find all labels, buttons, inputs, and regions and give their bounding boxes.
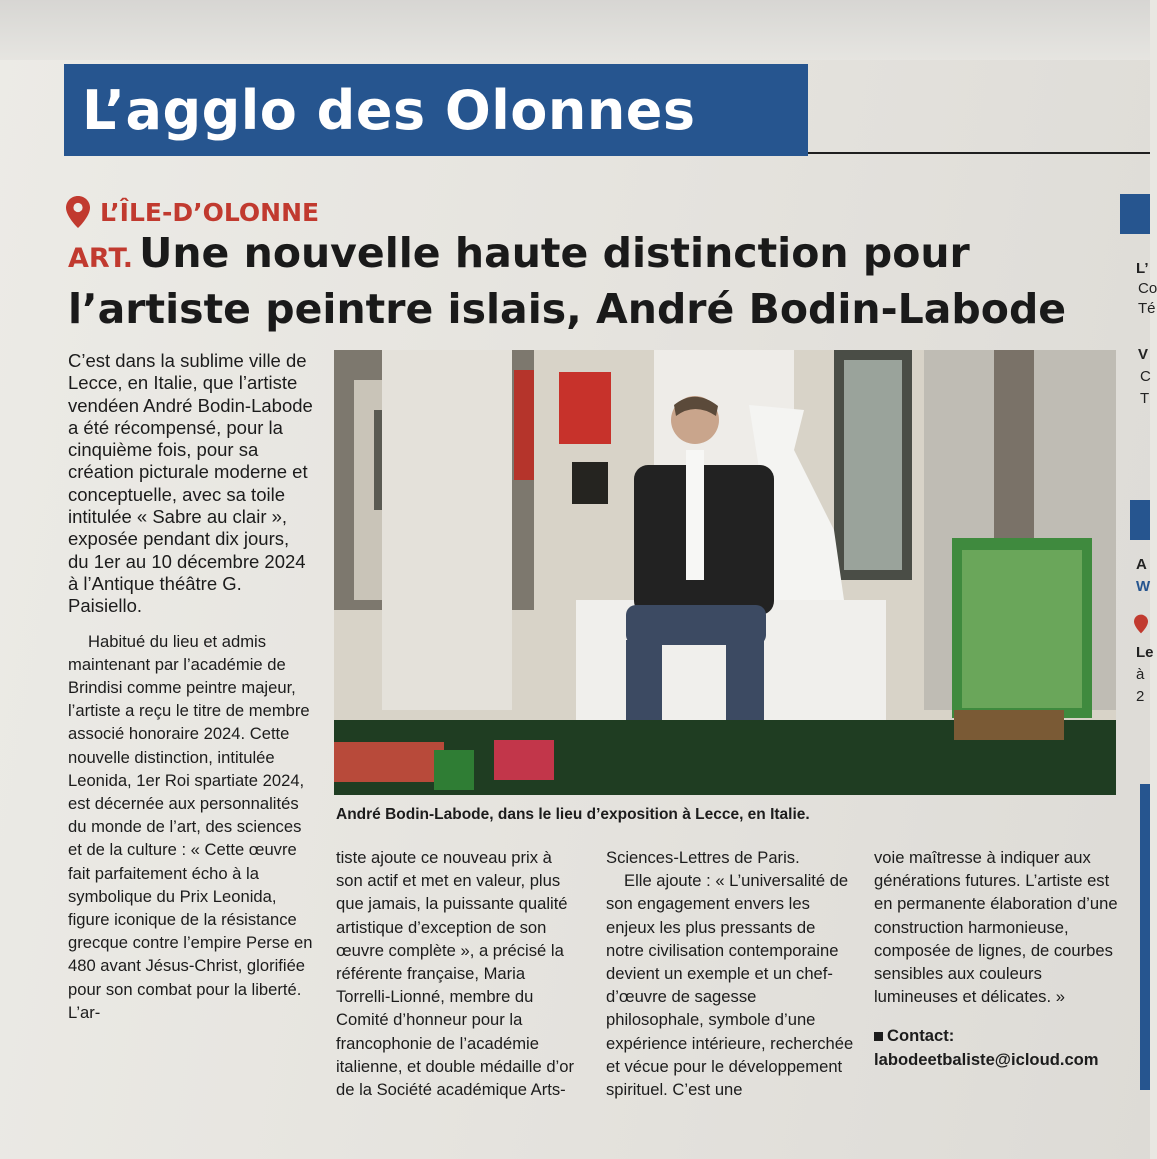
side-text-2: Co <box>1138 280 1157 297</box>
side-text-9: Le <box>1136 644 1154 661</box>
side-text-8: W <box>1136 578 1151 595</box>
side-text-1: L’ <box>1136 260 1149 277</box>
header-rule <box>808 152 1150 154</box>
map-pin-icon <box>66 196 90 228</box>
side-text-11: 2 <box>1136 688 1145 705</box>
section-banner <box>64 64 808 156</box>
headline-kicker: ART. <box>68 243 134 274</box>
side-block-icon <box>1130 500 1150 540</box>
body-paragraph-3: Sciences-Lettres de Paris. <box>606 848 800 867</box>
article-column-4 <box>874 846 1124 1071</box>
location-label: L’ÎLE-D’OLONNE <box>100 197 320 227</box>
side-text-3: Té <box>1138 300 1156 317</box>
side-text-5: C <box>1140 368 1151 385</box>
contact-label-text: Contact: <box>887 1026 955 1046</box>
side-text-10: à <box>1136 666 1145 683</box>
side-bar-accent <box>1140 784 1150 1090</box>
bullet-icon <box>874 1032 883 1041</box>
side-text-4: V <box>1138 346 1149 363</box>
article-column-2 <box>336 846 582 1101</box>
article-headline <box>68 228 1098 334</box>
headline-line-1: Une nouvelle haute distinction pour <box>139 229 970 277</box>
rss-icon <box>1120 194 1150 234</box>
lead-paragraph: C’est dans la sublime ville de Lecce, en Italie, que l’artiste vendéen André Bodin-Labode a été récompensé, pour la cinquième fois, pour sa création picturale moderne et conceptuelle, avec sa toile intitulée « Sabre au clair », exposée pendant dix jours, du 1er au 10 décembre 2024 à l’Antique théâtre G. Paisiello. <box>68 350 313 617</box>
body-paragraph-2: tiste ajoute ce nouveau prix à son actif et met en valeur, plus que jamais, la puissante qualité artistique d’exception de son œuvre complète », a précisé la référente française, Maria Torrelli-Lionné, membre du Comité d’honneur pour la francophonie de l’académie italienne, et double médaille d’or de la Société académique Arts- <box>336 848 575 1100</box>
map-pin-icon <box>1134 614 1148 634</box>
side-text-7: A <box>1136 556 1147 573</box>
contact-email: labodeetbaliste@icloud.com <box>874 1049 1099 1069</box>
body-paragraph-4: Elle ajoute : « L’universalité de son engagement envers les enjeux les plus pressants de notre civilisation contemporaine devient un exemple et un chef-d’œuvre de sagesse philosophale, symbole d’une expérience intérieure, recherchée et vécue pour le développement spirituel. C’est une <box>606 871 854 1100</box>
body-paragraph-5: voie maîtresse à indiquer aux générations futures. L’artiste est en permanente élaboration d’une construction harmonieuse, composée de lignes, de courbes sensibles aux couleurs lumineuses et délicates. » <box>874 848 1118 1007</box>
side-text-6: T <box>1140 390 1150 407</box>
body-paragraph-1: Habitué du lieu et admis maintenant par l’académie de Brindisi comme peintre majeur, l’artiste a reçu le titre de membre associé honoraire 2024. Cette nouvelle distinction, intitulée Leonida, 1er Roi spartiate 2024, est décernée aux personnalités du monde de l’art, des sciences et de la culture : « Cette œuvre fait parfaitement écho à la symbolique du Prix Leonida, figure iconique de la résistance grecque contre l’empire Perse en 480 avant Jésus-Christ, glorifiée pour son combat pour la liberté. L’ar- <box>68 631 313 1022</box>
adjacent-column <box>1118 190 1157 1090</box>
article-column-3 <box>606 846 854 1101</box>
article-photo <box>334 350 1116 795</box>
contact-label <box>874 1024 1124 1047</box>
location-line <box>66 192 319 232</box>
article-column-1 <box>68 350 314 1036</box>
section-title: L’agglo des Olonnes <box>82 78 696 142</box>
headline-line-2: l’artiste peintre islais, André Bodin-Labode <box>68 285 1067 333</box>
photo-caption: André Bodin-Labode, dans le lieu d’exposition à Lecce, en Italie. <box>336 806 810 823</box>
page-top-edge <box>0 0 1150 60</box>
